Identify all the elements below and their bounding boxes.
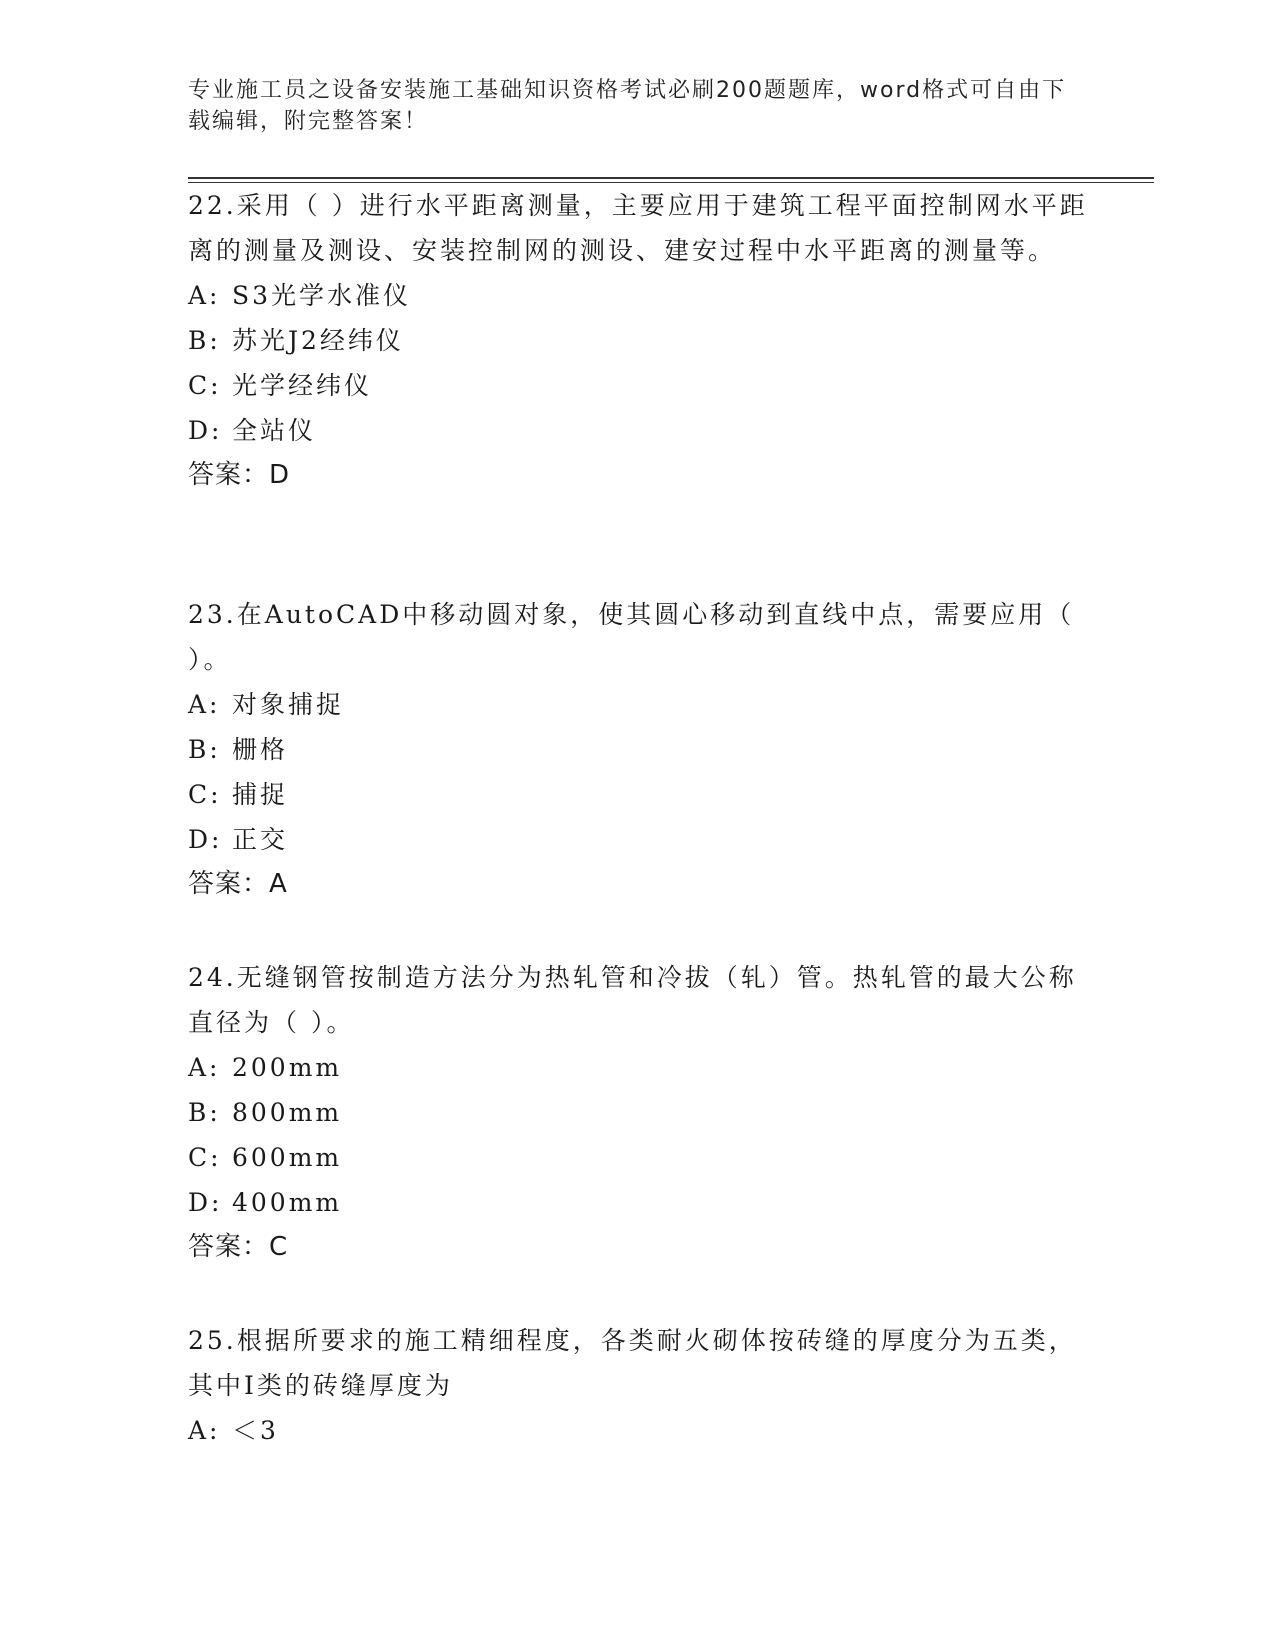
option-text: S3光学水准仪 [232, 281, 412, 310]
option-text: 正交 [232, 825, 289, 854]
question-stem: 22.采用（ ）进行水平距离测量，主要应用于建筑工程平面控制网水平距离的测量及测设、安装控制网的测设、建安过程中水平距离的测量等。 [188, 191, 1088, 265]
question-stem: 23.在AutoCAD中移动圆对象，使其圆心移动到直线中点，需要应用（ ）。 [188, 600, 1075, 674]
option-d [188, 817, 1088, 862]
option-a [188, 273, 1088, 318]
option-text: 800mm [232, 1098, 343, 1127]
question-stem: 25.根据所要求的施工精细程度，各类耐火砌体按砖缝的厚度分为五类，其中I类的砖缝厚度为 [188, 1326, 1077, 1400]
question-stem: 24.无缝钢管按制造方法分为热轧管和冷拔（轧）管。热轧管的最大公称直径为（ ）。 [188, 963, 1077, 1037]
option-text: 栅格 [232, 735, 289, 764]
document-title: 专业施工员之设备安装施工基础知识资格考试必刷200题题库，word格式可自由下载编辑，附完整答案！ [188, 78, 1067, 134]
option-letter: B: [188, 735, 221, 764]
option-letter: C: [188, 371, 222, 400]
option-letter: A: [188, 1416, 221, 1445]
option-letter: C: [188, 1143, 222, 1172]
option-text: 600mm [232, 1143, 343, 1172]
option-letter: A: [188, 281, 221, 310]
option-letter: D: [188, 416, 223, 445]
option-b [188, 727, 1088, 772]
option-text: ＜3 [232, 1416, 279, 1445]
question-23 [188, 592, 1088, 907]
option-text: 400mm [232, 1188, 343, 1217]
option-text: 苏光J2经纬仪 [232, 326, 404, 355]
option-a [188, 1408, 1088, 1453]
option-c [188, 772, 1088, 817]
option-letter: A: [188, 1053, 221, 1082]
option-letter: B: [188, 326, 221, 355]
option-letter: D: [188, 825, 223, 854]
option-d [188, 1180, 1088, 1225]
option-c [188, 1135, 1088, 1180]
question-22 [188, 183, 1088, 498]
option-d [188, 408, 1088, 453]
option-text: 200mm [232, 1053, 343, 1082]
option-letter: A: [188, 690, 221, 719]
answer-label: 答案：A [188, 869, 288, 899]
option-text: 捕捉 [232, 780, 289, 809]
option-a [188, 682, 1088, 727]
option-a [188, 1045, 1088, 1090]
option-letter: D: [188, 1188, 223, 1217]
question-24 [188, 955, 1088, 1270]
option-text: 光学经纬仪 [232, 371, 373, 400]
option-letter: B: [188, 1098, 221, 1127]
option-text: 全站仪 [232, 416, 317, 445]
option-b [188, 318, 1088, 363]
answer-label: 答案：D [188, 460, 291, 490]
option-c [188, 363, 1088, 408]
option-letter: C: [188, 780, 222, 809]
option-b [188, 1090, 1088, 1135]
option-text: 对象捕捉 [232, 690, 345, 719]
header-divider-thick [188, 177, 1154, 179]
question-25 [188, 1318, 1088, 1453]
answer-label: 答案：C [188, 1232, 289, 1262]
